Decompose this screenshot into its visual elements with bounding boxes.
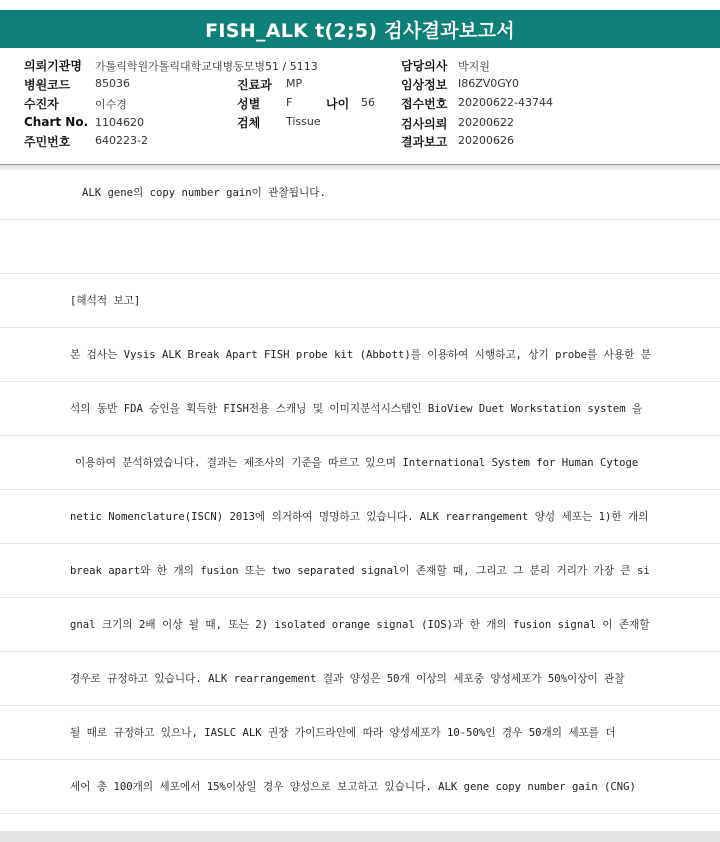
doctor-label: 담당의사 [401,59,448,73]
report-body [0,166,720,814]
clinical-info-value: I86ZV0GY0 [458,77,519,90]
resident-no-value: 640223-2 [95,134,148,147]
department-value: MP [286,77,303,90]
hospital-code-label: 병원코드 [24,78,71,92]
report-line: 될 때로 규정하고 있으나, IASLC ALK 권장 가이드라인에 따라 양성세포가 10-50%인 경우 50개의 세포를 더 [0,706,720,760]
specimen-value: Tissue [286,115,321,128]
department-label: 진료과 [237,78,272,92]
patient-info-header [0,52,720,165]
hospital-name-value: 가톨릭학원가톨릭대학교대병동모병51 / 5113 [95,60,318,73]
report-title: FISH_ALK t(2;5) 검사결과보고서 [0,10,720,48]
result-line: ALK gene의 copy number gain이 관찰됩니다. [0,166,720,220]
report-line: netic Nomenclature(ISCN) 2013에 의거하여 명명하고 있습니다. ALK rearrangement 양성 세포는 1)한 개의 [0,490,720,544]
resident-no-label: 주민번호 [24,135,71,149]
request-date-value: 20200622 [458,116,514,129]
interpretation-heading: [해석적 보고] [0,274,720,328]
doctor-value: 박지원 [458,60,490,73]
sex-label: 성별 [237,97,261,111]
report-line: 본 검사는 Vysis ALK Break Apart FISH probe kit (Abbott)를 이용하여 시행하고, 상기 probe를 사용한 분 [0,328,720,382]
age-label: 나이 [326,97,350,111]
report-line: break apart와 한 개의 fusion 또는 two separated signal이 존재할 때, 그리고 그 분리 거리가 가장 큰 si [0,544,720,598]
chart-no-value: 1104620 [95,116,144,129]
specimen-label: 검체 [237,116,261,130]
report-date-value: 20200626 [458,134,514,147]
report-line: 경우로 규정하고 있습니다. ALK rearrangement 결과 양성은 50개 이상의 세포중 양성세포가 50%이상이 관찰 [0,652,720,706]
report-line: 석의 동반 FDA 승인을 획득한 FISH전용 스캐닝 및 이미지분석시스템인 BioView Duet Workstation system 을 [0,382,720,436]
age-value: 56 [361,96,375,109]
report-date-label: 결과보고 [401,135,448,149]
hospital-name-label: 의뢰기관명 [24,59,82,73]
chart-no-label: Chart No. [24,115,89,129]
bottom-bar [0,831,720,842]
sex-value: F [286,96,293,109]
report-line: gnal 크기의 2배 이상 될 때, 또는 2) isolated orange signal (IOS)과 한 개의 fusion signal 이 존재할 [0,598,720,652]
patient-name-value: 이수경 [95,98,127,111]
receipt-no-value: 20200622-43744 [458,96,553,109]
report-line [0,220,720,274]
report-line: 이용하여 분석하였습니다. 결과는 제조사의 기준을 따르고 있으며 International System for Human Cytoge [0,436,720,490]
receipt-no-label: 접수번호 [401,97,448,111]
patient-name-label: 수진자 [24,97,59,111]
report-line: 세어 총 100개의 세포에서 15%이상일 경우 양성으로 보고하고 있습니다. ALK gene copy number gain (CNG) [0,760,720,814]
clinical-info-label: 임상정보 [401,78,448,92]
hospital-code-value: 85036 [95,77,130,90]
request-date-label: 검사의뢰 [401,117,448,131]
